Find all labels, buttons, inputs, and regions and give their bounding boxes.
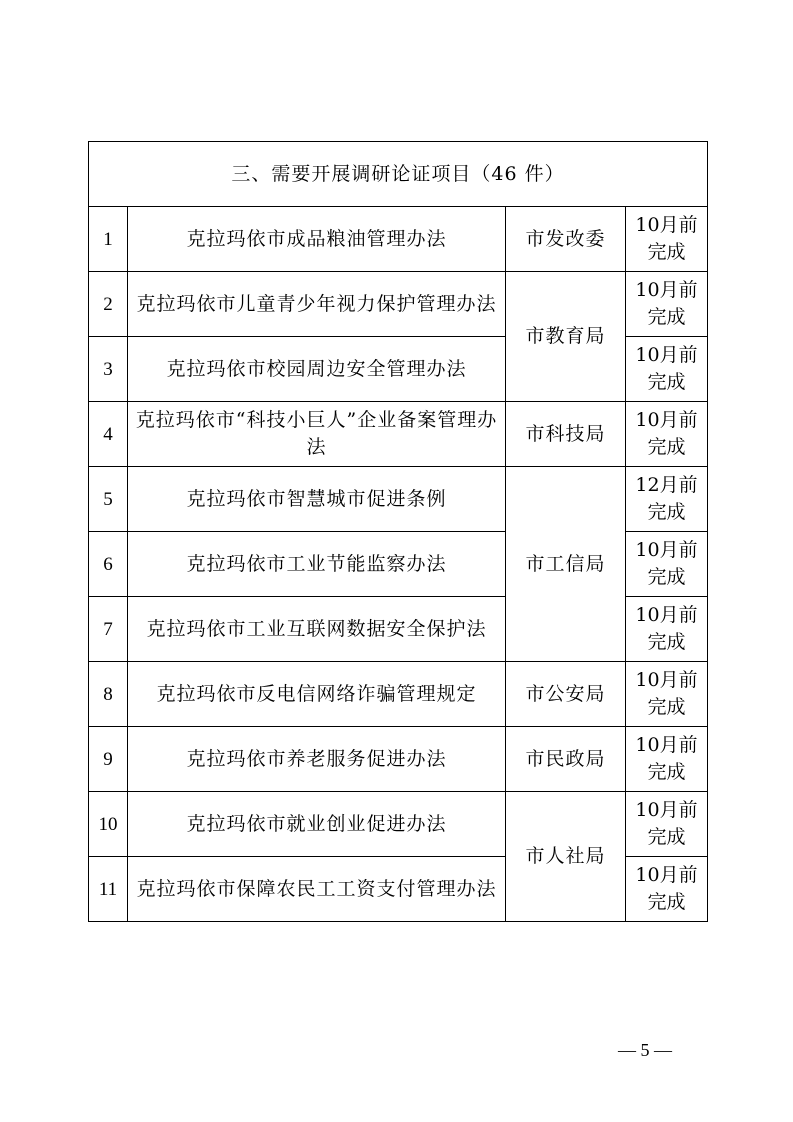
deadline	[626, 727, 708, 792]
deadline	[626, 792, 708, 857]
project-name: 克拉玛依市工业节能监察办法	[128, 532, 506, 597]
department: 市人社局	[506, 792, 626, 922]
department: 市民政局	[506, 727, 626, 792]
project-name: 克拉玛依市养老服务促进办法	[128, 727, 506, 792]
table-row	[89, 467, 708, 532]
table-row	[89, 402, 708, 467]
department: 市工信局	[506, 467, 626, 662]
row-number: 5	[89, 467, 128, 532]
project-table	[88, 141, 708, 922]
row-number: 7	[89, 597, 128, 662]
deadline-month: 10月前	[635, 539, 698, 561]
project-name: 克拉玛依市保障农民工工资支付管理办法	[128, 857, 506, 922]
deadline	[626, 532, 708, 597]
deadline-month: 10月前	[635, 799, 698, 821]
deadline-month: 10月前	[635, 734, 698, 756]
deadline-status: 完成	[647, 696, 686, 718]
project-name: 克拉玛依市反电信网络诈骗管理规定	[128, 662, 506, 727]
department: 市教育局	[506, 272, 626, 402]
row-number: 10	[89, 792, 128, 857]
deadline-status: 完成	[647, 501, 686, 523]
deadline	[626, 337, 708, 402]
project-name: 克拉玛依市成品粮油管理办法	[128, 207, 506, 272]
page-number: — 5 —	[618, 1040, 672, 1060]
deadline	[626, 207, 708, 272]
row-number: 8	[89, 662, 128, 727]
deadline	[626, 597, 708, 662]
row-number: 1	[89, 207, 128, 272]
deadline	[626, 402, 708, 467]
department: 市科技局	[506, 402, 626, 467]
project-name: 克拉玛依市儿童青少年视力保护管理办法	[128, 272, 506, 337]
deadline-status: 完成	[647, 371, 686, 393]
deadline-month: 10月前	[635, 344, 698, 366]
row-number: 11	[89, 857, 128, 922]
deadline-status: 完成	[647, 826, 686, 848]
row-number: 3	[89, 337, 128, 402]
table-row	[89, 792, 708, 857]
row-number: 9	[89, 727, 128, 792]
project-name: 克拉玛依市“科技小巨人”企业备案管理办法	[128, 402, 506, 467]
project-name: 克拉玛依市校园周边安全管理办法	[128, 337, 506, 402]
deadline-status: 完成	[647, 241, 686, 263]
table-row	[89, 207, 708, 272]
department: 市公安局	[506, 662, 626, 727]
deadline-status: 完成	[647, 436, 686, 458]
deadline-month: 10月前	[635, 604, 698, 626]
deadline-month: 10月前	[635, 864, 698, 886]
deadline	[626, 272, 708, 337]
table-row	[89, 727, 708, 792]
deadline-month: 10月前	[635, 669, 698, 691]
department: 市发改委	[506, 207, 626, 272]
deadline-month: 10月前	[635, 409, 698, 431]
deadline-status: 完成	[647, 306, 686, 328]
deadline	[626, 467, 708, 532]
section-title: 三、需要开展调研论证项目（46 件）	[89, 142, 708, 207]
deadline-month: 10月前	[635, 214, 698, 236]
row-number: 4	[89, 402, 128, 467]
project-name: 克拉玛依市工业互联网数据安全保护法	[128, 597, 506, 662]
deadline	[626, 662, 708, 727]
table-row	[89, 662, 708, 727]
deadline-month: 12月前	[635, 474, 698, 496]
deadline-status: 完成	[647, 891, 686, 913]
project-name: 克拉玛依市就业创业促进办法	[128, 792, 506, 857]
row-number: 2	[89, 272, 128, 337]
row-number: 6	[89, 532, 128, 597]
deadline	[626, 857, 708, 922]
project-name: 克拉玛依市智慧城市促进条例	[128, 467, 506, 532]
deadline-status: 完成	[647, 761, 686, 783]
table-row	[89, 272, 708, 337]
deadline-status: 完成	[647, 566, 686, 588]
deadline-status: 完成	[647, 631, 686, 653]
deadline-month: 10月前	[635, 279, 698, 301]
